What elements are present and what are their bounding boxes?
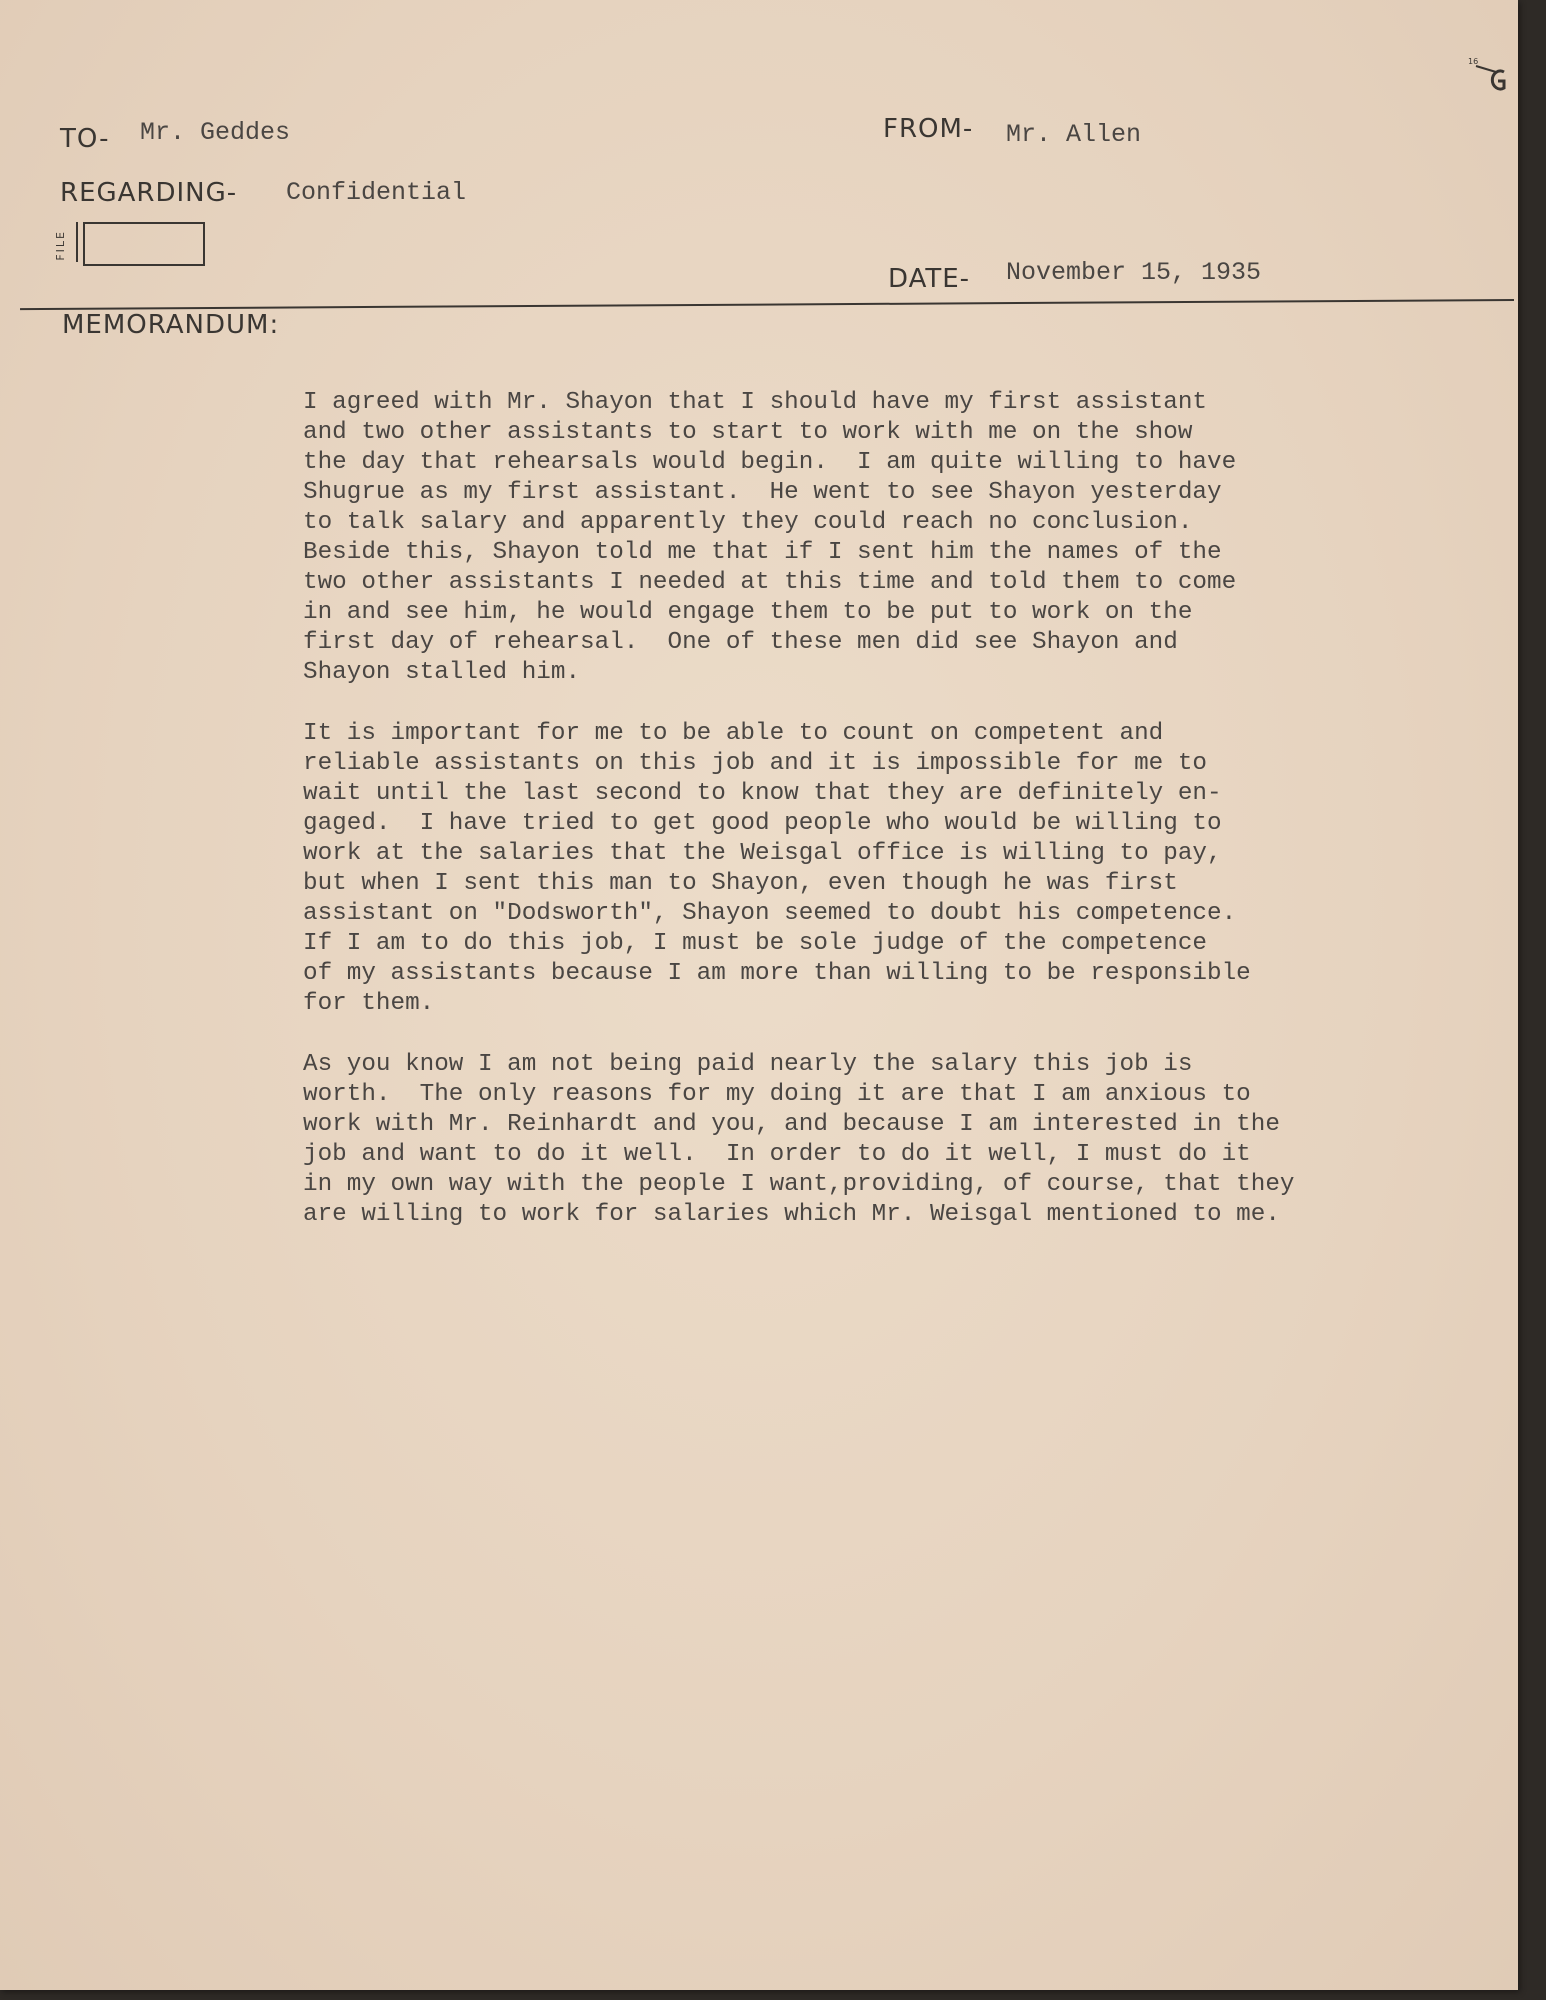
memo-paragraph [303, 1050, 1343, 1230]
regarding-label: REGARDING- [60, 178, 238, 208]
to-label: TO- [60, 124, 110, 154]
memo-line: If I am to do this job, I must be sole judge of the competence [303, 930, 1207, 957]
memorandum-label: MEMORANDUM: [62, 310, 280, 340]
memo-line: of my assistants because I am more than willing to be responsible [303, 960, 1251, 987]
memo-line: As you know I am not being paid nearly the salary this job is [303, 1051, 1193, 1078]
memo-line: Beside this, Shayon told me that if I sent him the names of the [303, 539, 1222, 566]
from-value: Mr. Allen [1006, 120, 1142, 149]
memo-line: in my own way with the people I want,providing, of course, that they [303, 1171, 1295, 1198]
header-divider [20, 299, 1514, 310]
date-label: DATE- [888, 264, 971, 294]
memo-line: Shugrue as my first assistant. He went to see Shayon yesterday [303, 479, 1222, 506]
memo-line: work at the salaries that the Weisgal office is willing to pay, [303, 840, 1222, 867]
memo-line: to talk salary and apparently they could reach no conclusion. [303, 509, 1193, 536]
memo-paragraph [303, 719, 1343, 1019]
memo-line: and two other assistants to start to work with me on the show [303, 419, 1193, 446]
date-value: November 15, 1935 [1006, 258, 1262, 287]
file-box-frame [83, 222, 205, 266]
from-label: FROM- [883, 114, 974, 144]
regarding-value: Confidential [286, 178, 467, 207]
to-value: Mr. Geddes [140, 118, 291, 147]
memo-line: two other assistants I needed at this time and told them to come [303, 569, 1237, 596]
memo-line: It is important for me to be able to count on competent and [303, 720, 1164, 747]
memo-line: I agreed with Mr. Shayon that I should have my first assistant [303, 389, 1207, 416]
memo-line: first day of rehearsal. One of these men did see Shayon and [303, 629, 1178, 656]
svg-text:16: 16 [1468, 57, 1479, 66]
memo-line: the day that rehearsals would begin. I am quite willing to have [303, 449, 1237, 476]
memo-line: Shayon stalled him. [303, 659, 581, 686]
memo-line: job and want to do it well. In order to do it well, I must do it [303, 1141, 1251, 1168]
file-box [54, 220, 208, 268]
letterhead-logo-icon [1464, 54, 1514, 94]
memo-line: wait until the last second to know that they are definitely en- [303, 780, 1222, 807]
memo-paragraph [303, 388, 1343, 688]
memo-line: gaged. I have tried to get good people who would be willing to [303, 810, 1222, 837]
memo-line: reliable assistants on this job and it is impossible for me to [303, 750, 1207, 777]
memo-line: in and see him, he would engage them to be put to work on the [303, 599, 1193, 626]
memo-line: for them. [303, 990, 435, 1017]
memo-line: assistant on "Dodsworth", Shayon seemed to doubt his competence. [303, 900, 1237, 927]
memo-body [303, 388, 1343, 1261]
memo-line: work with Mr. Reinhardt and you, and because I am interested in the [303, 1111, 1280, 1138]
file-label: FILE [54, 230, 67, 261]
memo-line: but when I sent this man to Shayon, even though he was first [303, 870, 1178, 897]
memo-line: are willing to work for salaries which Mr. Weisgal mentioned to me. [303, 1201, 1280, 1228]
memo-line: worth. The only reasons for my doing it are that I am anxious to [303, 1081, 1251, 1108]
